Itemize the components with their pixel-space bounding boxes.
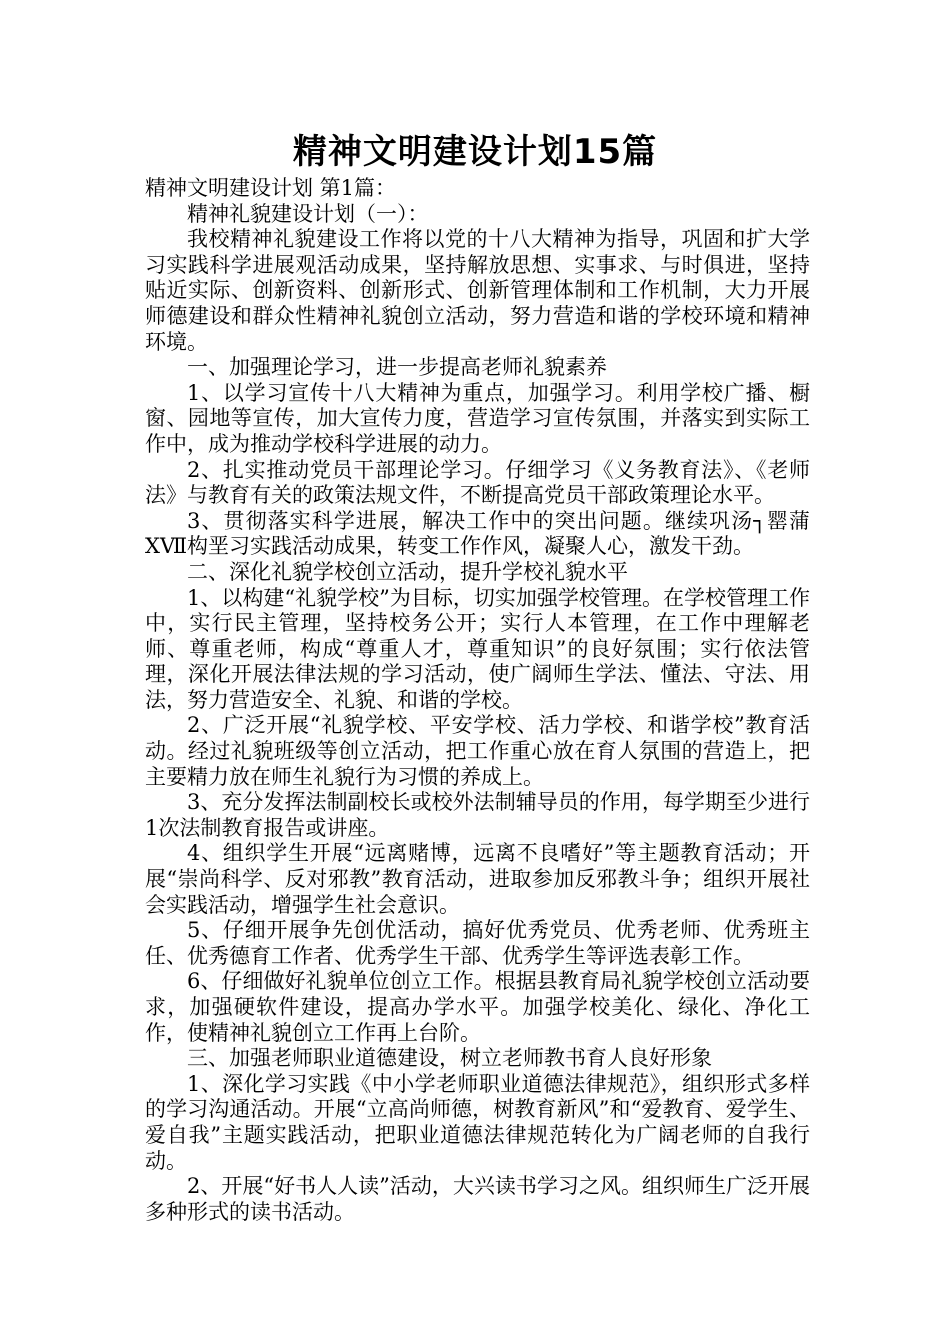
document-title: 精神文明建设计划15篇 (292, 132, 658, 172)
paragraph: 1、以学习宣传十八大精神为重点，加强学习。利用学校广播、橱窗、园地等宣传，加大宣传力度，营造学习宣传氛围，并落实到实际工作中，成为推动学校科学进展的动力。 (145, 380, 810, 456)
paragraph: 5、仔细开展争先创优活动，搞好优秀党员、优秀老师、优秀班主任、优秀德育工作者、优秀学生干部、优秀学生等评选表彰工作。 (145, 918, 810, 968)
paragraph: 精神文明建设计划 第1篇： (145, 176, 397, 200)
paragraph: 6、仔细做好礼貌单位创立工作。根据县教育局礼貌学校创立活动要求，加强硬软件建设，提高办学水平。加强学校美化、绿化、净化工作，使精神礼貌创立工作再上台阶。 (145, 969, 810, 1045)
paragraph: 我校精神礼貌建设工作将以党的十八大精神为指导，巩固和扩大学习实践科学进展观活动成果，坚持解放思想、实事求、与时俱进，坚持贴近实际、创新资料、创新形式、创新管理体制和工作机制，大力开展师德建设和群众性精神礼貌创立活动，努力营造和谐的学校环境和精神环境。 (145, 227, 810, 354)
paragraph: 一、加强理论学习，进一步提高老师礼貌素养 (187, 355, 607, 380)
document-body (145, 176, 810, 1225)
paragraph: 3、贯彻落实科学进展，解决工作中的突出问题。继续巩汤┐罂蒲ⅩⅦ构垩习实践活动成果，转变工作作风，凝聚人心，激发干劲。 (145, 508, 810, 559)
paragraph: 3、充分发挥法制副校长或校外法制辅导员的作用，每学期至少进行1次法制教育报告或讲座。 (145, 790, 810, 840)
paragraph: 1、以构建“礼貌学校”为目标，切实加强学校管理。在学校管理工作中，实行民主管理，坚持校务公开；实行人本管理，在工作中理解老师、尊重老师，构成“尊重人才，尊重知识”的良好氛围；实行依法管理，深化开展法律法规的学习活动，使广阔师生学法、懂法、守法、用法，努力营造安全、礼貌、和谐的学校。 (145, 585, 810, 712)
paragraph: 2、广泛开展“礼貌学校、平安学校、活力学校、和谐学校”教育活动。经过礼貌班级等创立活动，把工作重心放在育人氛围的营造上，把主要精力放在师生礼貌行为习惯的养成上。 (145, 713, 810, 789)
paragraph: 1、深化学习实践《中小学老师职业道德法律规范》，组织形式多样的学习沟通活动。开展“立高尚师德，树教育新风”和“爱教育、爱学生、爱自我”主题实践活动，把职业道德法律规范转化为广阔老师的自我行动。 (145, 1071, 810, 1173)
paragraph: 三、加强老师职业道德建设，树立老师教书育人良好形象 (187, 1046, 712, 1071)
paragraph: 二、深化礼貌学校创立活动，提升学校礼貌水平 (187, 559, 628, 584)
paragraph: 精神礼貌建设计划（一）： (187, 201, 429, 226)
paragraph: 4、组织学生开展“远离赌博，远离不良嗜好”等主题教育活动；开展“崇尚科学、反对邪教”教育活动，进取参加反邪教斗争；组织开展社会实践活动，增强学生社会意识。 (145, 841, 810, 917)
paragraph: 2、开展“好书人人读”活动，大兴读书学习之风。组织师生广泛开展多种形式的读书活动。 (145, 1174, 810, 1224)
paragraph: 2、扎实推动党员干部理论学习。仔细学习《义务教育法》、《老师法》与教育有关的政策法规文件，不断提高党员干部政策理论水平。 (145, 457, 810, 508)
